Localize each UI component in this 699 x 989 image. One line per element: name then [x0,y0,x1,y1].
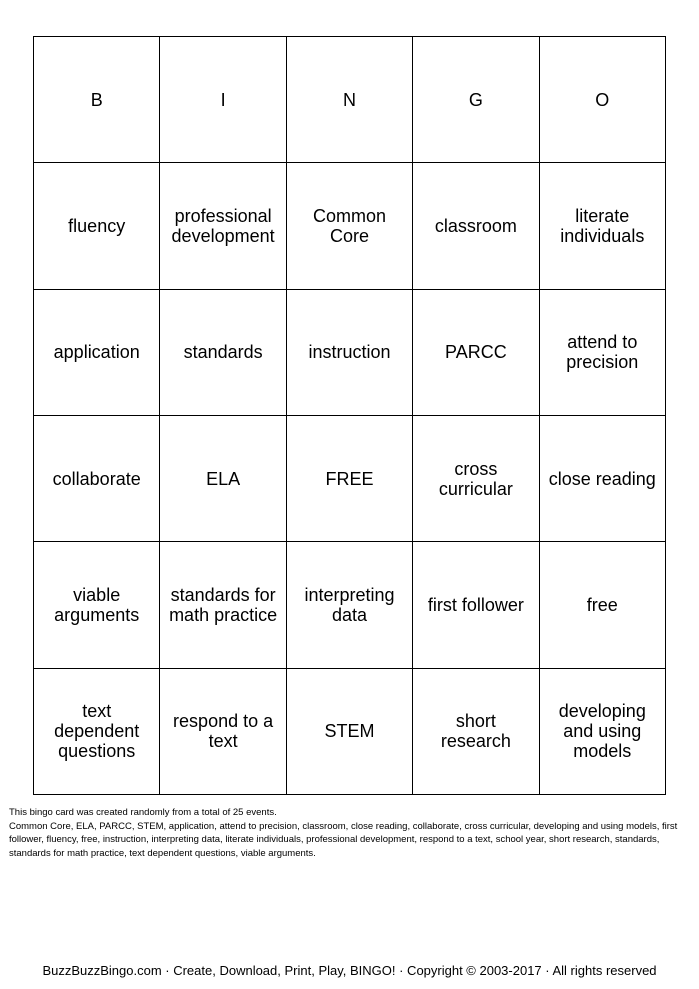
header-letter: O [595,89,610,110]
bingo-cell[interactable] [34,416,160,542]
cell-text: FREE [325,468,374,489]
cell-text: interpreting data [304,584,395,625]
bingo-cell[interactable] [413,290,539,416]
header-letter: B [90,89,103,110]
cell-text: cross curricular [438,458,513,499]
bingo-cell[interactable] [540,416,666,542]
header-cell-o [540,37,666,163]
event-list: Common Core, ELA, PARCC, STEM, application, attend to precision, classroom, close reading, collaborate, cross curricular, developing and using models, first follower, fluency, free, instruction, interpreting data, literate individuals, professional development, respond to a text, school year, short research, standards, standards for math practice, text dependent questions, viable arguments. [9,820,678,859]
bingo-card [33,36,666,795]
cell-text: free [586,594,618,615]
header-cell-i [160,37,286,163]
bingo-cell[interactable] [34,163,160,289]
cell-text: attend to precision [566,332,639,373]
cell-text: first follower [427,594,524,615]
header-letter: G [468,89,483,110]
bingo-cell[interactable] [413,163,539,289]
bingo-cell[interactable] [34,290,160,416]
cell-text: standards for math practice [169,584,278,625]
card-description [9,806,679,860]
bingo-cell[interactable] [160,669,286,795]
cell-text: fluency [68,215,126,236]
bingo-cell[interactable] [160,163,286,289]
header-cell-n [287,37,413,163]
bingo-cell[interactable] [34,542,160,668]
cell-text: professional development [171,205,275,246]
cell-text: STEM [324,721,375,742]
cell-text: PARCC [445,342,507,363]
bingo-cell[interactable] [413,669,539,795]
cell-text: Common Core [312,205,386,246]
cell-text: classroom [434,215,517,236]
bingo-cell[interactable] [34,669,160,795]
cell-text: literate individuals [560,205,645,246]
bingo-cell[interactable] [160,416,286,542]
bingo-cell[interactable] [540,669,666,795]
cell-text: viable arguments [54,584,140,625]
bingo-cell[interactable] [287,290,413,416]
bingo-cell[interactable] [287,542,413,668]
cell-text: standards [183,342,263,363]
header-cell-g [413,37,539,163]
bingo-cell[interactable] [287,669,413,795]
cell-text: close reading [548,468,656,489]
cell-text: ELA [206,468,241,489]
bingo-cell[interactable] [540,163,666,289]
bingo-cell[interactable] [160,290,286,416]
free-space-cell[interactable] [287,416,413,542]
bingo-cell[interactable] [413,542,539,668]
cell-text: developing and using models [558,701,646,762]
header-cell-b [34,37,160,163]
bingo-cell[interactable] [540,290,666,416]
bingo-cell[interactable] [160,542,286,668]
bingo-cell[interactable] [540,542,666,668]
card-description-intro: This bingo card was created randomly from a total of 25 events. [9,807,277,818]
cell-text: collaborate [52,468,141,489]
header-letter: N [342,89,356,110]
bingo-cell[interactable] [413,416,539,542]
header-letter: I [220,89,226,110]
bingo-cell[interactable] [287,163,413,289]
cell-text: short research [440,711,511,752]
cell-text: instruction [308,342,391,363]
cell-text: text dependent questions [54,701,140,762]
cell-text: respond to a text [173,711,274,752]
cell-text: application [53,342,140,363]
footer-copyright: BuzzBuzzBingo.com · Create, Download, Print, Play, BINGO! · Copyright © 2003-2017 · All rights reserved [42,963,657,978]
